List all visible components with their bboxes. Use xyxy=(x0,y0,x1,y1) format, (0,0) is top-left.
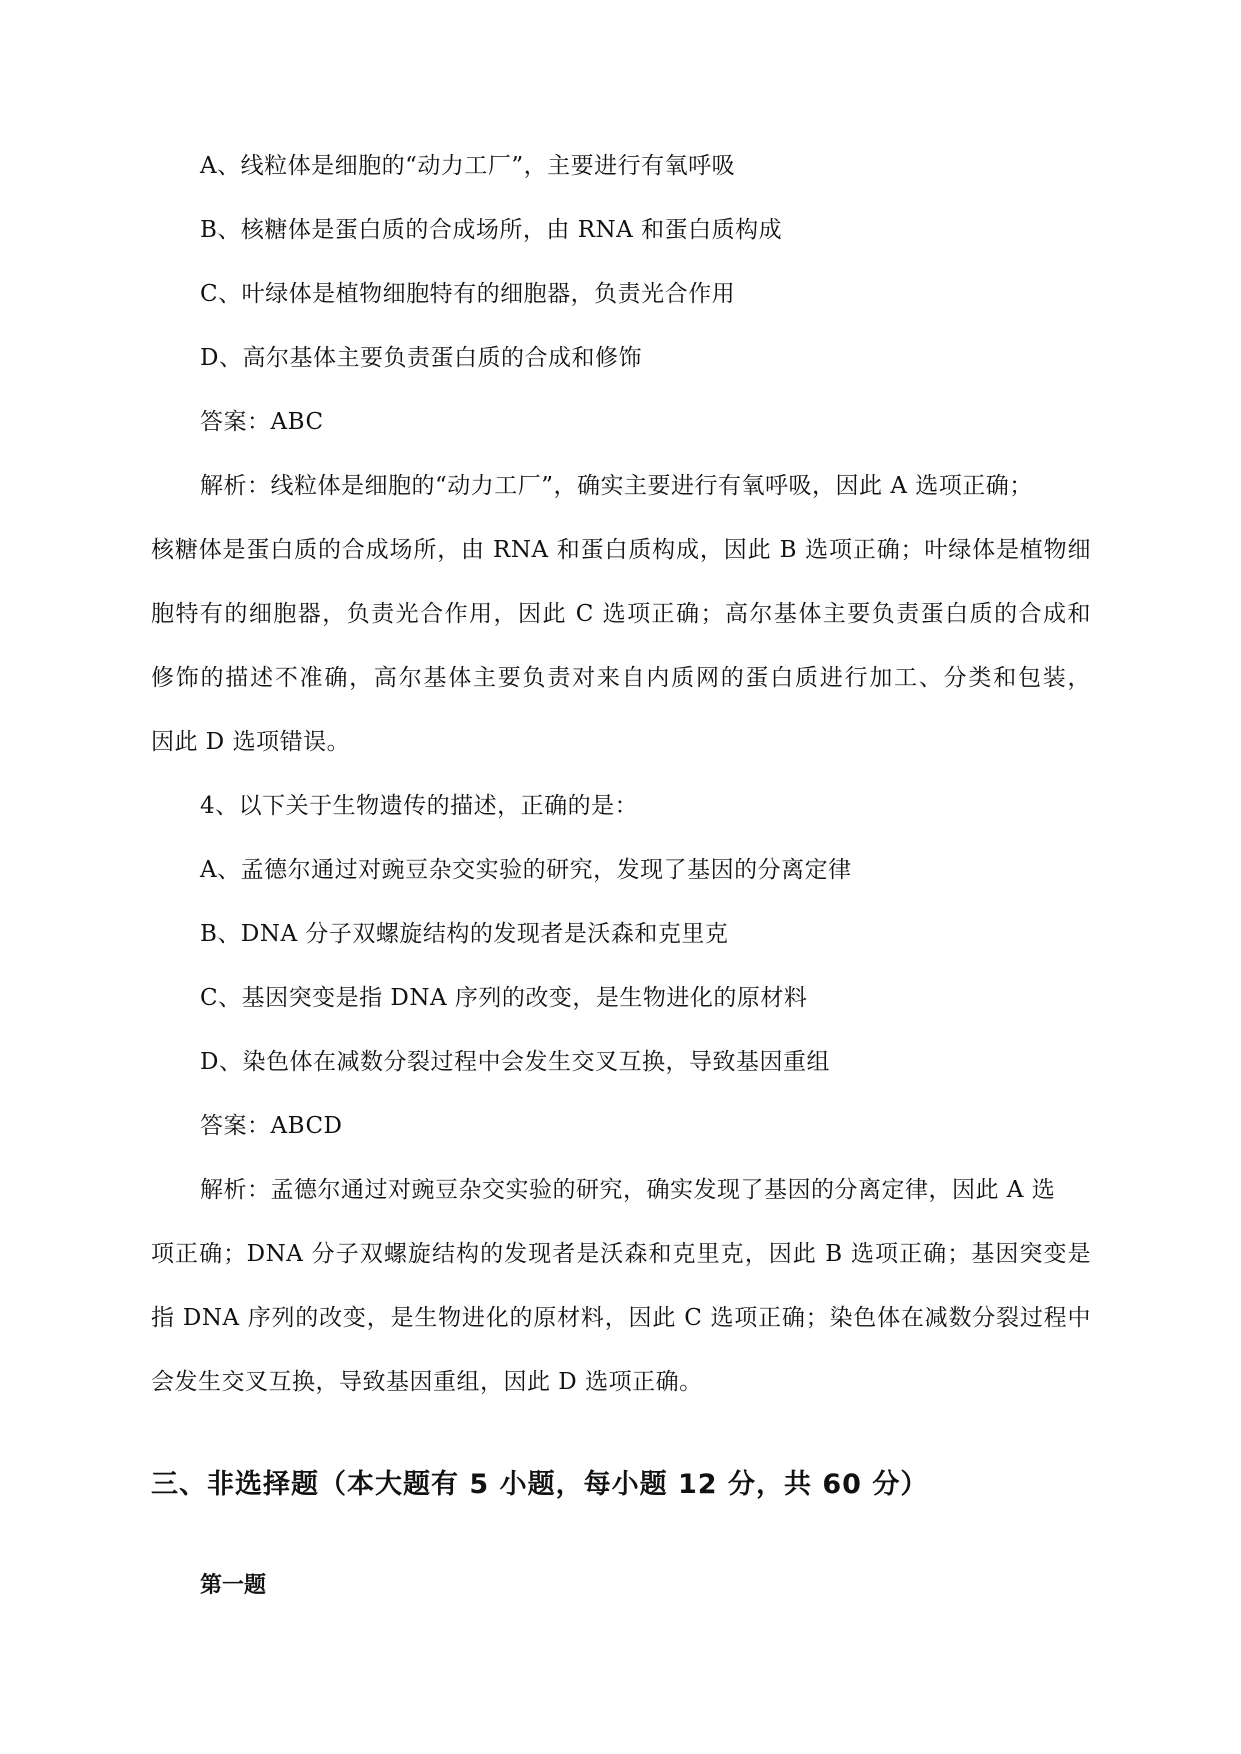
q3-option-d: D、高尔基体主要负责蛋白质的合成和修饰 xyxy=(200,345,642,371)
q4-stem: 4、以下关于生物遗传的描述，正确的是： xyxy=(200,793,639,819)
q3-option-c: C、叶绿体是植物细胞特有的细胞器，负责光合作用 xyxy=(200,281,736,307)
q4-answer: 答案：ABCD xyxy=(200,1113,343,1139)
q3-explanation-line: 胞特有的细胞器，负责光合作用，因此 C 选项正确；高尔基体主要负责蛋白质的合成和 xyxy=(151,601,1091,627)
q4-explanation-line: 指 DNA 序列的改变，是生物进化的原材料，因此 C 选项正确；染色体在减数分裂过程中 xyxy=(151,1305,1091,1331)
q4-option-a: A、孟德尔通过对豌豆杂交实验的研究，发现了基因的分离定律 xyxy=(200,857,852,883)
q3-option-b: B、核糖体是蛋白质的合成场所，由 RNA 和蛋白质构成 xyxy=(200,217,783,243)
q3-explanation-line: 修饰的描述不准确，高尔基体主要负责对来自内质网的蛋白质进行加工、分类和包装， xyxy=(151,665,1091,691)
question-heading: 第一题 xyxy=(200,1573,267,1598)
q4-option-d: D、染色体在减数分裂过程中会发生交叉互换，导致基因重组 xyxy=(200,1049,830,1075)
q4-explanation-line: 解析：孟德尔通过对豌豆杂交实验的研究，确实发现了基因的分离定律，因此 A 选 xyxy=(200,1177,1056,1203)
q3-answer: 答案：ABC xyxy=(200,409,324,435)
q3-explanation-line: 核糖体是蛋白质的合成场所，由 RNA 和蛋白质构成，因此 B 选项正确；叶绿体是植物细 xyxy=(151,537,1091,563)
q4-option-b: B、DNA 分子双螺旋结构的发现者是沃森和克里克 xyxy=(200,921,729,947)
q3-explanation-line: 解析：线粒体是细胞的“动力工厂”，确实主要进行有氧呼吸，因此 A 选项正确； xyxy=(200,473,1033,499)
q4-explanation-line: 会发生交叉互换，导致基因重组，因此 D 选项正确。 xyxy=(151,1369,703,1395)
section-heading: 三、非选择题（本大题有 5 小题，每小题 12 分，共 60 分） xyxy=(151,1469,929,1500)
q4-explanation-line: 项正确；DNA 分子双螺旋结构的发现者是沃森和克里克，因此 B 选项正确；基因突变是 xyxy=(151,1241,1091,1267)
q3-explanation-line: 因此 D 选项错误。 xyxy=(151,729,351,755)
q3-option-a: A、线粒体是细胞的“动力工厂”，主要进行有氧呼吸 xyxy=(200,153,736,179)
q4-option-c: C、基因突变是指 DNA 序列的改变，是生物进化的原材料 xyxy=(200,985,808,1011)
